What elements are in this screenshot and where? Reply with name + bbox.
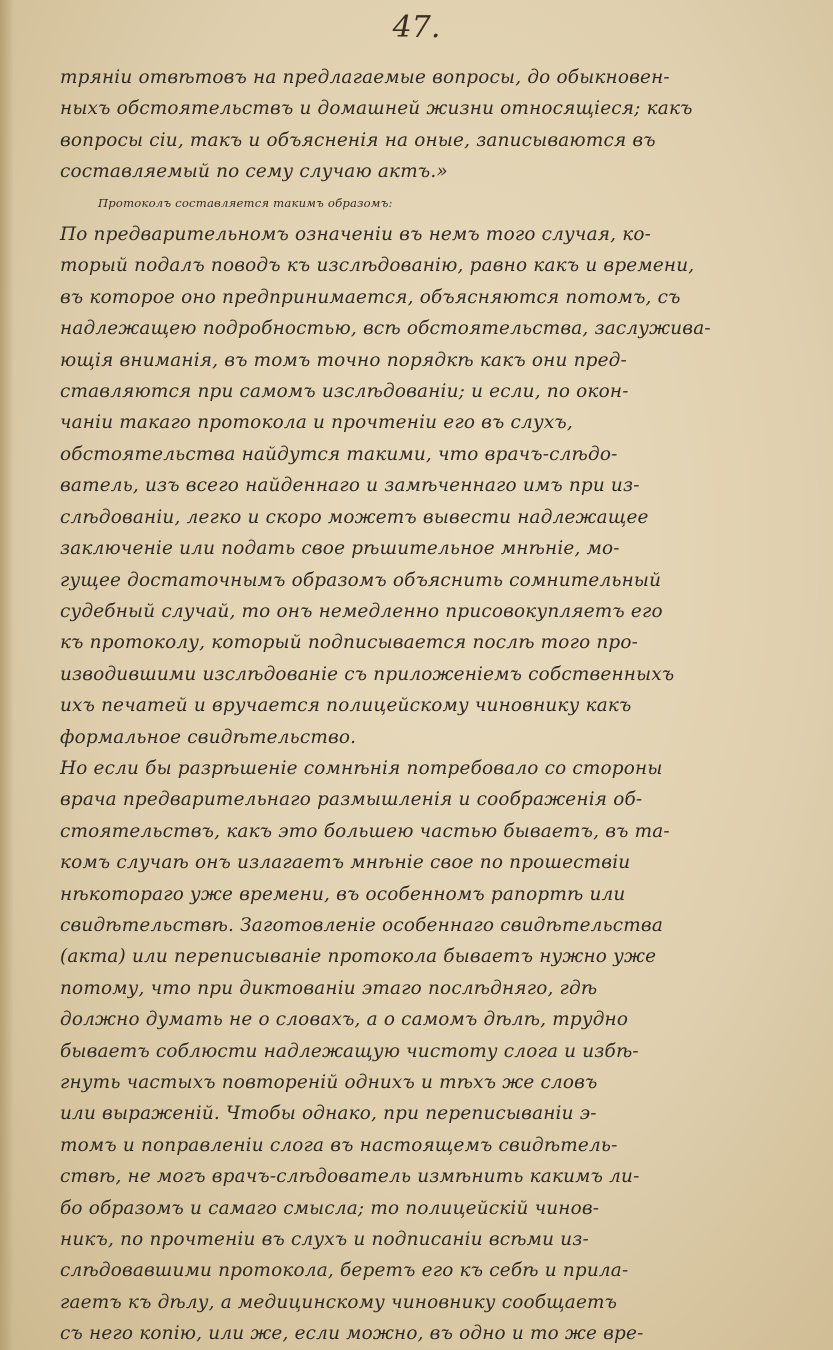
text-line: трянiи отвѣтовъ на предлагаемые вопросы, до обыкновен- bbox=[60, 67, 670, 88]
text-line: свидѣтельствѣ. Заготовленiе особеннаго свидѣтельства bbox=[60, 914, 663, 936]
text-line: чанiи такаго протокола и прочтенiи его въ слухъ, bbox=[60, 412, 573, 434]
text-line: гнуть частыхъ повторенiй однихъ и тѣхъ же словъ bbox=[60, 1072, 598, 1093]
text-line: потому, что при диктованiи этаго послѣдняго, гдѣ bbox=[60, 977, 598, 999]
text-line: бо образомъ и самаго смысла; то полицейскiй чинов- bbox=[60, 1197, 600, 1219]
text-line: ватель, изъ всего найденнаго и замѣченнаго имъ при из- bbox=[60, 475, 640, 497]
text-line: ющiя вниманiя, въ томъ точно порядкѣ какъ они пред- bbox=[60, 349, 627, 371]
text-line: торый подалъ поводъ къ изслѣдованiю, равно какъ и времени, bbox=[60, 255, 695, 277]
text-line: комъ случаѣ онъ излагаетъ мнѣнiе свое по прошествiи bbox=[60, 852, 631, 874]
text-line: заключенiе или подать свое рѣшительное мнѣнiе, мо- bbox=[60, 538, 620, 560]
text-line: ныхъ обстоятельствъ и домашней жизни относящiеся; какъ bbox=[60, 98, 693, 120]
text-line: ихъ печатей и вручается полицейскому чиновнику какъ bbox=[60, 695, 632, 717]
text-line: нѣкотораго уже времени, въ особенномъ рапортѣ или bbox=[60, 883, 626, 905]
text-line: къ протоколу, который подписывается послѣ того про- bbox=[60, 632, 639, 654]
text-line: въ которое оно предпринимается, объясняются потомъ, съ bbox=[60, 286, 681, 308]
text-line: Протоколъ составляется такимъ образомъ: bbox=[98, 195, 393, 210]
text-line: изводившими изслѣдованiе съ приложенiемъ собственныхъ bbox=[60, 663, 675, 685]
text-line: вопросы сiи, такъ и объясненiя на оные, записываются въ bbox=[60, 129, 656, 151]
text-line: ставляются при самомъ изслѣдованiи; и если, по окон- bbox=[60, 381, 629, 403]
text-line: должно думать не о словахъ, а о самомъ дѣлѣ, трудно bbox=[60, 1009, 629, 1031]
text-line: обстоятельства найдутся такими, что врачъ-слѣдо- bbox=[60, 443, 618, 465]
text-line: (акта) или переписыванiе протокола бываетъ нужно уже bbox=[60, 946, 657, 968]
text-line: надлежащею подробностью, всѣ обстоятельства, заслужива- bbox=[60, 318, 711, 340]
text-line: гаетъ къ дѣлу, а медицинскому чиновнику сообщаетъ bbox=[60, 1291, 618, 1313]
text-line: судебный случай, то онъ немедленно присовокупляетъ его bbox=[60, 600, 663, 622]
page-number: 47. bbox=[392, 10, 441, 45]
text-line: слѣдованiи, легко и скоро можетъ вывести надлежащее bbox=[60, 506, 649, 528]
text-line: составляемый по сему случаю актъ.» bbox=[60, 161, 448, 183]
text-line: съ него копiю, или же, если можно, въ одно и то же вре- bbox=[60, 1323, 644, 1345]
text-line: Но если бы разрѣшенiе сомнѣнiя потребовало со стороны bbox=[60, 757, 663, 779]
text-line: гущее достаточнымъ образомъ объяснить сомнительный bbox=[60, 569, 662, 591]
text-line: томъ и поправленiи слога въ настоящемъ свидѣтель- bbox=[60, 1134, 618, 1156]
text-line: врача предварительнаго размышленiя и соображенiя об- bbox=[60, 789, 643, 811]
text-line: По предварительномъ означенiи въ немъ того случая, ко- bbox=[60, 224, 652, 246]
text-line: ствѣ, не могъ врачъ-слѣдователь измѣнить какимъ ли- bbox=[60, 1166, 640, 1188]
text-line: стоятельствъ, какъ это большею частью бываетъ, въ та- bbox=[60, 820, 670, 842]
handwritten-text-body bbox=[60, 62, 780, 1350]
text-line: или выраженiй. Чтобы однако, при переписыванiи э- bbox=[60, 1103, 597, 1125]
text-line: никъ, по прочтенiи въ слухъ и подписанiи всѣми из- bbox=[60, 1229, 589, 1251]
text-line: бываетъ соблюсти надлежащую чистоту слога и избѣ- bbox=[60, 1040, 639, 1062]
text-line: формальное свидѣтельство. bbox=[60, 726, 357, 748]
text-line: слѣдовавшими протокола, беретъ его къ себѣ и прила- bbox=[60, 1260, 629, 1282]
